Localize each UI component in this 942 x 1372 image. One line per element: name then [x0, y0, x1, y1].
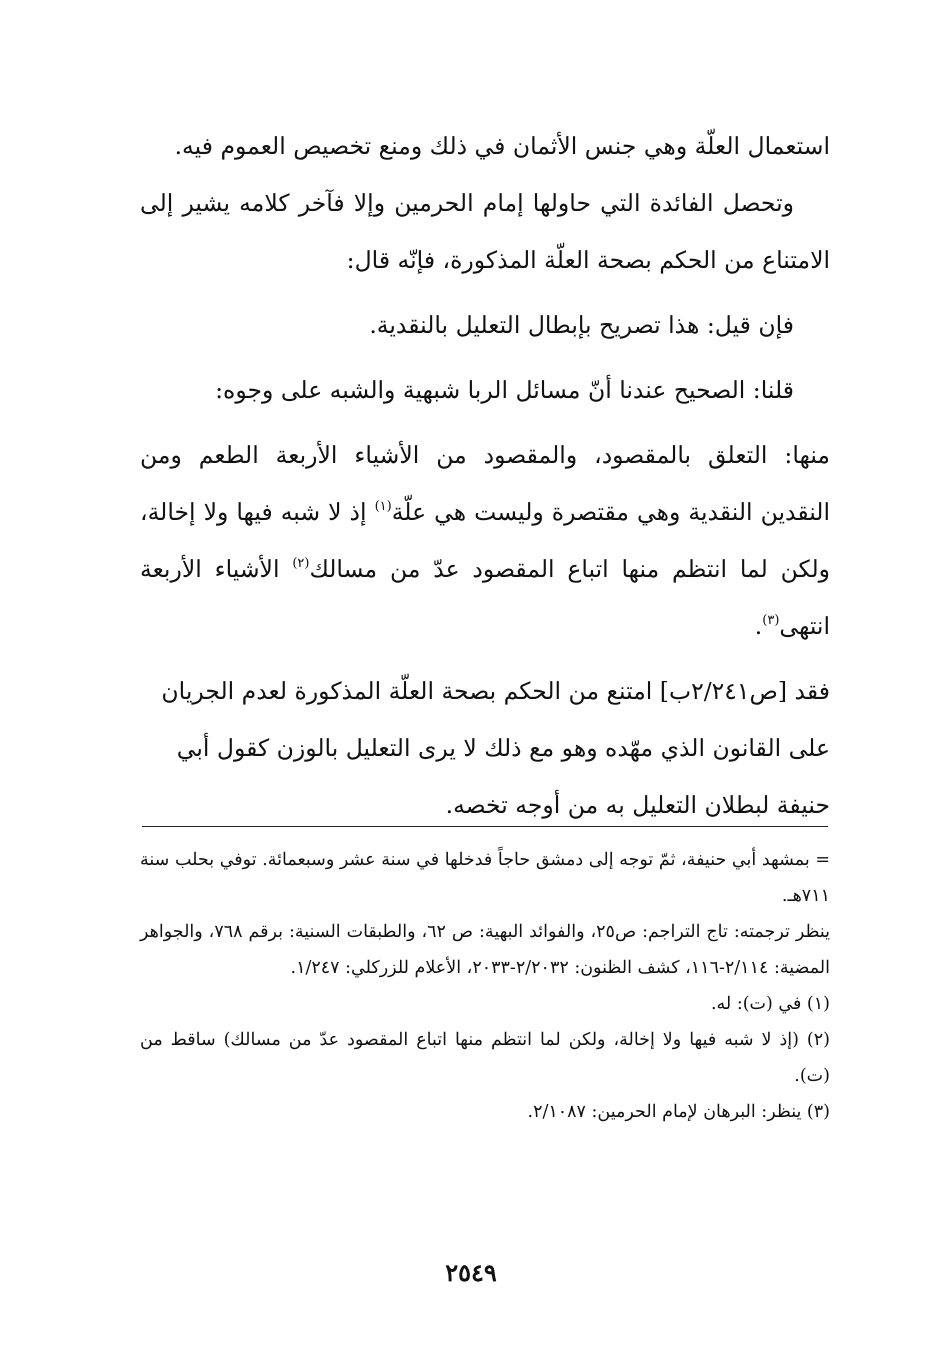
footnote-continuation: = بمشهد أبي حنيفة، ثمّ توجه إلى دمشق حاجاً فدخلها في سنة عشر وسبعمائة. توفي بحلب سنة ٧١١هـ. [140, 850, 830, 906]
paragraph-5-part-c: الأشياء الأربعة انتهى [140, 555, 830, 640]
footnotes [140, 842, 830, 1130]
paragraph-3: فإن قيل: هذا تصريح بإبطال التعليل بالنقدية. [369, 311, 794, 339]
paragraph-5 [140, 427, 830, 655]
paragraph-1: استعمال العلّة وهي جنس الأثمان في ذلك ومنع تخصيص العموم فيه. [174, 132, 830, 160]
paragraph-6: فقد [ص٢/٢٤١ب] امتنع من الحكم بصحة العلّة المذكورة لعدم الجريان على القانون الذي مهّده وهو مع ذلك لا يرى التعليل بالوزن كقول أبي حنيفة لبطلان التعليل به من أوجه تخصه. [161, 677, 830, 819]
footnote-1: (١) في (ت): له. [710, 994, 830, 1014]
footnote-3: (٣) ينظر: البرهان لإمام الحرمين: ٢/١٠٨٧. [527, 1102, 830, 1122]
footnote-divider [142, 826, 828, 827]
footnote-2: (٢) (إذ لا شبه فيها ولا إخالة، ولكن لما انتظم منها اتباع المقصود عدّ من مسالك) ساقط من (ت). [140, 1030, 830, 1086]
page-number: ٢٥٤٩ [445, 1258, 497, 1287]
footnote-ref-2: (٢) [292, 556, 310, 571]
footnote-ref-1: (١) [374, 499, 392, 514]
footnote-references: ينظر ترجمته: تاج التراجم: ص٢٥، والفوائد البهية: ص ٦٢، والطبقات السنية: برقم ٧٦٨، والجواهر المضية: ٢/١١٤-١١٦، كشف الظنون: ٢/٢٠٣٢-٢٠٣٣، الأعلام للزركلي: ١/٢٤٧. [140, 922, 830, 978]
paragraph-5-part-b: إذ لا شبه فيها ولا إخالة، ولكن لما انتظم منها اتباع المقصود عدّ من مسالك [140, 498, 830, 583]
paragraph-5-part-d: . [754, 612, 763, 640]
paragraph-4: قلنا: الصحيح عندنا أنّ مسائل الربا شبهية والشبه على وجوه: [215, 376, 794, 404]
paragraph-2: وتحصل الفائدة التي حاولها إمام الحرمين وإلا فآخر كلامه يشير إلى الامتناع من الحكم بصحة العلّة المذكورة، فإنّه قال: [140, 189, 830, 274]
footnote-ref-3: (٣) [762, 613, 780, 628]
main-text [140, 118, 830, 834]
paragraph-5-part-a: منها: التعلق بالمقصود، والمقصود من الأشياء الأربعة الطعم ومن النقدين النقدية وهي مقتصرة وليست هي علّة [140, 441, 830, 526]
